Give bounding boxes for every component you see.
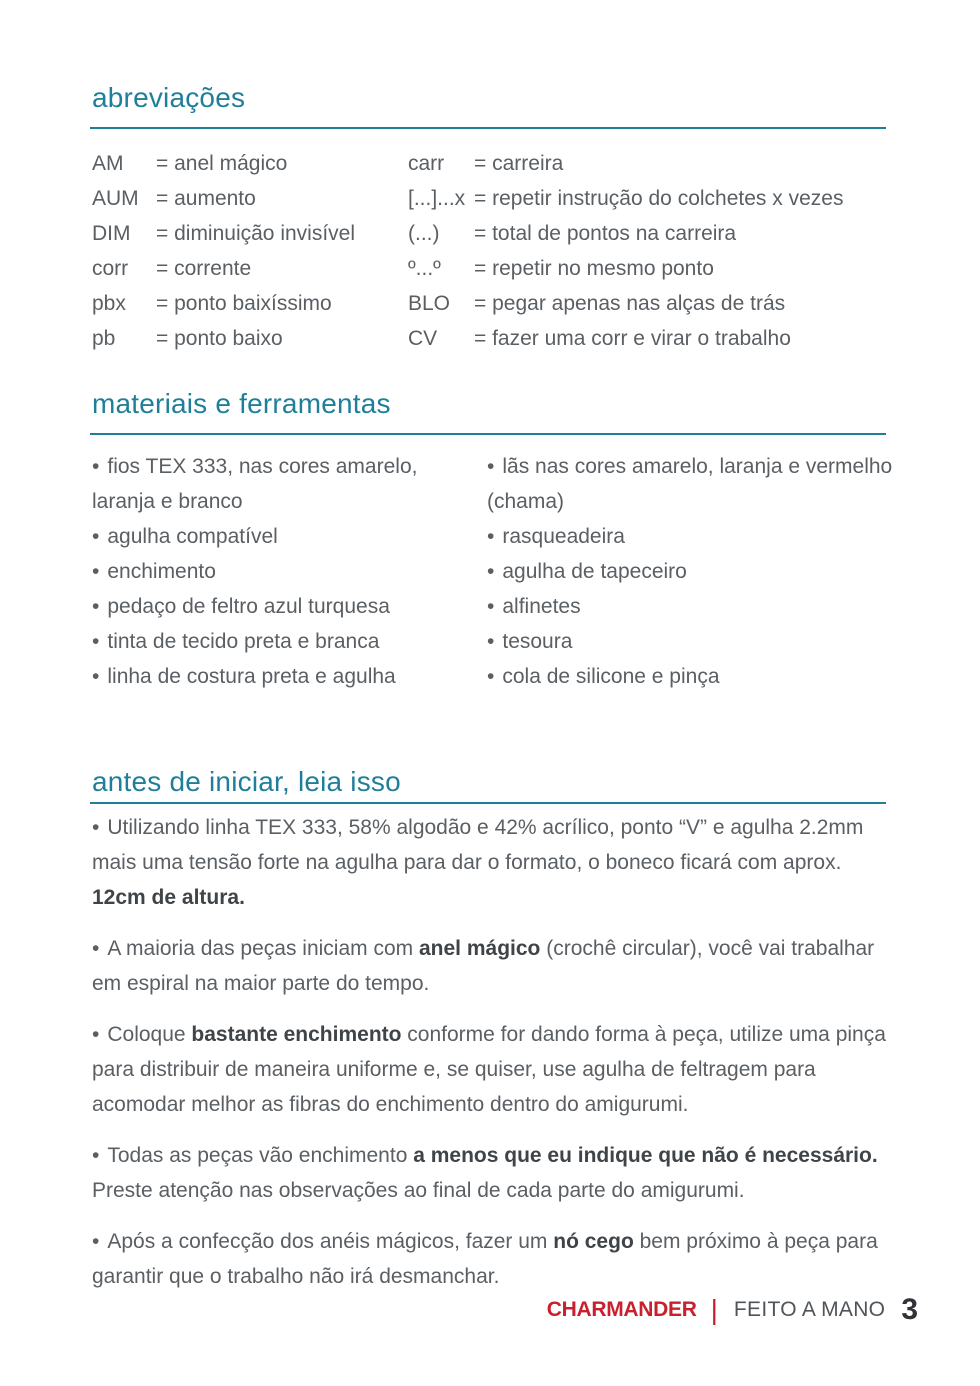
bullet-icon: •	[487, 560, 495, 583]
bullet-icon: •	[92, 455, 100, 478]
bullet-icon: •	[487, 665, 495, 688]
list-item: • enchimento	[92, 560, 216, 583]
abbreviation-meaning: = total de pontos na carreira	[474, 222, 737, 245]
note-paragraph: • Após a confecção dos anéis mágicos, fazer um nó cego bem próximo à peça para garantir que o trabalho não irá desmanchar.	[92, 1230, 878, 1288]
abbreviation-code: AM	[92, 152, 124, 175]
list-item: • cola de silicone e pinça	[487, 665, 720, 688]
bullet-icon: •	[487, 630, 495, 653]
abbreviation-code: (...)	[408, 222, 440, 245]
abbreviation-code: corr	[92, 257, 129, 280]
list-item: • tesoura	[487, 630, 573, 653]
bullet-icon: •	[92, 1230, 100, 1253]
abbreviation-meaning: = pegar apenas nas alças de trás	[474, 292, 786, 315]
list-item: (chama)	[487, 490, 565, 513]
abbreviation-meaning: = diminuição invisível	[156, 222, 356, 245]
bullet-icon: •	[487, 455, 495, 478]
abbreviation-code: [...]...x	[408, 187, 466, 210]
footer-separator: |	[710, 1294, 718, 1325]
abbreviation-code: DIM	[92, 222, 131, 245]
bullet-icon: •	[92, 560, 100, 583]
footer-tagline: FEITO A MANO	[733, 1298, 886, 1321]
footer-brand: CHARMANDER	[546, 1298, 697, 1321]
bullet-icon: •	[92, 816, 100, 839]
section-divider	[90, 127, 886, 129]
bullet-icon: •	[92, 525, 100, 548]
note-paragraph: • Utilizando linha TEX 333, 58% algodão e 42% acrílico, ponto “V” e agulha 2.2mm mais uma tensão forte na agulha para dar o formato, o boneco ficará com aprox. 12cm de altura.	[92, 816, 864, 909]
abbreviation-meaning: = repetir instrução do colchetes x vezes	[474, 187, 844, 210]
note-paragraph: • A maioria das peças iniciam com anel mágico (crochê circular), você vai trabalhar em espiral na maior parte do tempo.	[92, 937, 875, 995]
list-item: • agulha de tapeceiro	[487, 560, 687, 583]
abbreviation-meaning: = repetir no mesmo ponto	[474, 257, 714, 280]
abbreviation-code: AUM	[92, 187, 139, 210]
list-item: • alfinetes	[487, 595, 581, 618]
section-divider	[90, 433, 886, 435]
list-item: • lãs nas cores amarelo, laranja e vermelho	[487, 455, 893, 478]
abbreviation-meaning: = aumento	[156, 187, 256, 210]
page-number: 3	[901, 1293, 918, 1326]
abbreviation-code: CV	[408, 327, 438, 350]
bullet-icon: •	[487, 525, 495, 548]
bullet-icon: •	[487, 595, 495, 618]
bullet-icon: •	[92, 937, 100, 960]
note-paragraph: • Coloque bastante enchimento conforme for dando forma à peça, utilize uma pinça para distribuir de maneira uniforme e, se quiser, use agulha de feltragem para acomodar melhor as fibras do enchimento dentro do amigurumi.	[92, 1023, 886, 1116]
bullet-icon: •	[92, 1023, 100, 1046]
materials-list-left	[92, 449, 462, 694]
abbreviation-meaning: = ponto baixíssimo	[156, 292, 332, 315]
list-item: • fios TEX 333, nas cores amarelo,	[92, 455, 418, 478]
abbreviation-meaning: = anel mágico	[156, 152, 288, 175]
abbreviation-code: º...º	[408, 257, 441, 280]
abbreviation-meaning: = fazer uma corr e virar o trabalho	[474, 327, 791, 350]
list-item: • linha de costura preta e agulha	[92, 665, 396, 688]
list-item: laranja e branco	[92, 490, 243, 513]
note-paragraph: • Todas as peças vão enchimento a menos que eu indique que não é necessário. Preste atenção nas observações ao final de cada parte do amigurumi.	[92, 1144, 878, 1202]
materials-list-right	[487, 449, 907, 694]
list-item: • pedaço de feltro azul turquesa	[92, 595, 390, 618]
before-starting-title: antes de iniciar, leia isso	[92, 766, 401, 797]
abbreviations-title: abreviações	[92, 82, 246, 113]
abbreviation-meaning: = corrente	[156, 257, 252, 280]
abbreviation-code: BLO	[408, 292, 451, 315]
bullet-icon: •	[92, 630, 100, 653]
list-item: • rasqueadeira	[487, 525, 625, 548]
page-footer	[547, 1288, 918, 1332]
bullet-icon: •	[92, 595, 100, 618]
abbreviation-code: pbx	[92, 292, 126, 315]
list-item: • agulha compatível	[92, 525, 278, 548]
abbreviation-code: pb	[92, 327, 116, 350]
bullet-icon: •	[92, 665, 100, 688]
bullet-icon: •	[92, 1144, 100, 1167]
abbreviation-meaning: = carreira	[474, 152, 564, 175]
section-divider	[90, 802, 886, 804]
materials-title: materiais e ferramentas	[92, 388, 391, 419]
abbreviation-code: carr	[408, 152, 445, 175]
list-item: • tinta de tecido preta e branca	[92, 630, 380, 653]
abbreviation-meaning: = ponto baixo	[156, 327, 283, 350]
